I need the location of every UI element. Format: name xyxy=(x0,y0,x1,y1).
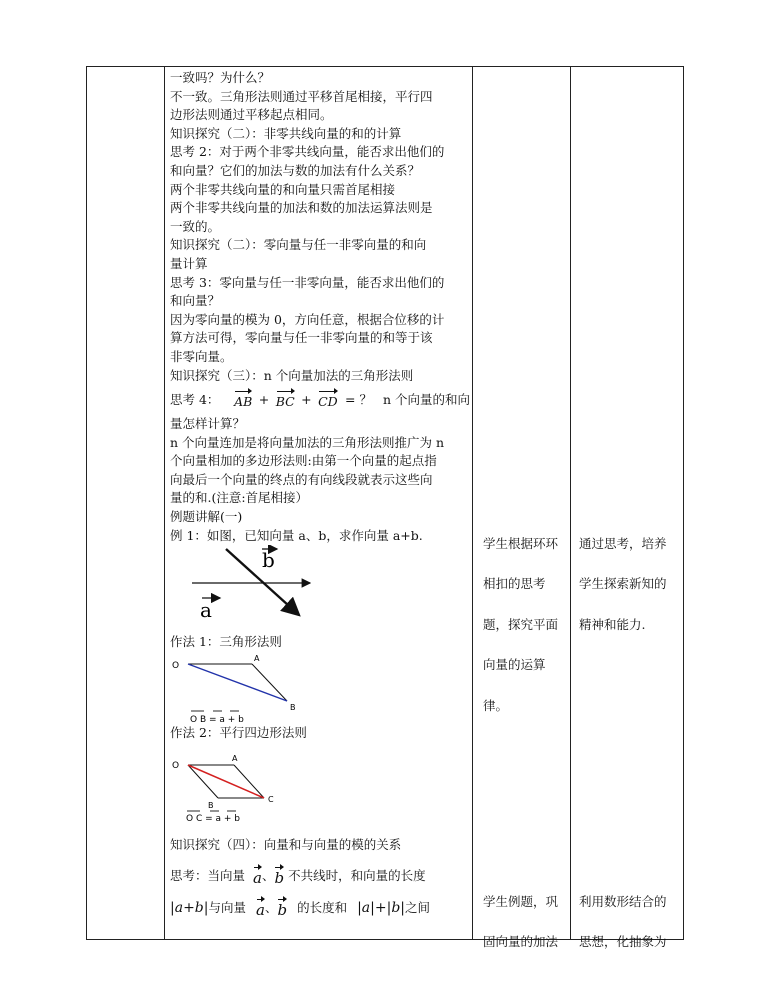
text-line: 个向量相加的多边形法则:由第一个向量的起点指 xyxy=(170,453,437,469)
figure2-equation: O B = a + b xyxy=(190,714,244,724)
text-line: 因为零向量的模为 0，方向任意，根据合位移的计 xyxy=(170,311,445,327)
figure3-equation: O C = a + b xyxy=(186,814,240,825)
between-text: 之间 xyxy=(405,899,431,915)
point-c: C xyxy=(268,795,274,805)
plus-sign: + xyxy=(301,391,312,407)
intent-line: 通过思考，培养 xyxy=(579,535,667,551)
intent-line: 学生探索新知的 xyxy=(579,576,667,591)
method2: 作法 2：平行四边形法则 xyxy=(170,724,307,740)
design-intent-1 xyxy=(579,517,679,651)
text-line: 思考 3：零向量与任一非零向量，能否求出他们的 xyxy=(170,274,445,290)
point-o: O xyxy=(172,660,180,671)
column-divider xyxy=(164,67,165,939)
text-line: 思考 2：对于两个非零共线向量，能否求出他们的 xyxy=(170,144,445,160)
figure-vectors-a-b xyxy=(182,545,332,633)
point-b: B xyxy=(208,801,214,811)
plus-sign: + xyxy=(258,391,270,407)
abs-sum: |a+b| xyxy=(170,899,209,916)
think5-label: 思考：当向量 xyxy=(170,867,246,883)
text-line: 非零向量。 xyxy=(170,348,233,364)
activity-line: 向量的运算 xyxy=(483,657,546,672)
activity-line: 相扣的思考 xyxy=(483,576,546,591)
think4-tail: n 个向量的和向 xyxy=(382,391,471,407)
content-column xyxy=(170,69,470,923)
vector-b: b xyxy=(274,865,284,888)
activity-line: 学生例题，巩 xyxy=(483,893,559,909)
equals-question: = ？ xyxy=(345,391,372,407)
figure-triangle-rule xyxy=(170,652,330,724)
point-o: O xyxy=(172,761,180,772)
activity-line: 学生根据环环 xyxy=(483,535,559,551)
intent-line: 思想，化抽象为 xyxy=(579,934,667,949)
point-a: A xyxy=(232,754,238,764)
design-intent-2 xyxy=(579,875,679,969)
intent-line: 精神和能力. xyxy=(579,616,646,632)
figure-parallelogram-rule xyxy=(170,748,340,826)
text-line: n 个向量连加是将向量加法的三角形法则推广为 n xyxy=(170,434,445,450)
column-divider xyxy=(570,67,571,939)
think5b-line xyxy=(170,893,470,923)
text-line: 两个非零共线向量的加法和数的加法运算法则是 xyxy=(170,200,433,216)
text-line: 算方法可得，零向量与任一非零向量的和等于该 xyxy=(170,330,433,346)
vector-b: b xyxy=(277,897,287,920)
vector-a: a xyxy=(253,865,262,888)
intent-line: 利用数形结合的 xyxy=(579,893,667,909)
student-activity-2 xyxy=(483,875,563,969)
think5-line xyxy=(170,861,470,891)
think4-line xyxy=(170,385,470,415)
vector-cd: CD xyxy=(318,389,338,412)
text-line: 和向量？它们的加法与数的加法有什么关系？ xyxy=(170,162,421,178)
activity-line: 律。 xyxy=(483,697,509,713)
point-a: A xyxy=(254,653,260,663)
student-activity-1 xyxy=(483,517,563,732)
vector-a: a xyxy=(256,897,265,920)
length-sum-text: 的长度和 xyxy=(297,899,348,915)
text-block-b xyxy=(170,415,470,545)
text-line: 向最后一个向量的终点的有向线段就表示这些向 xyxy=(170,471,433,487)
method1: 作法 1：三角形法则 xyxy=(170,634,282,650)
with-vector-text: 与向量 xyxy=(208,899,246,915)
text-line: 边形法则通过平移起点相同。 xyxy=(170,107,333,123)
separator: 、 xyxy=(264,899,278,915)
separator: 、 xyxy=(261,867,275,883)
text-line: 例 1：如图，已知向量 a、b，求作向量 a+b. xyxy=(170,527,423,543)
abs-parts: |a|+|b| xyxy=(357,899,405,916)
activity-line: 题，探究平面 xyxy=(483,616,559,632)
think4-label: 思考 4： xyxy=(170,391,220,407)
text-line: 不一致。三角形法则通过平移首尾相接，平行四 xyxy=(170,88,433,104)
text-line: 一致的。 xyxy=(170,218,221,234)
text-line: 例题讲解(一) xyxy=(170,509,243,525)
text-line: 一致吗？为什么？ xyxy=(170,70,271,85)
label-b: b xyxy=(262,548,275,573)
text-line: 量的和.(注意:首尾相接） xyxy=(170,490,309,506)
activity-line: 固向量的加法 xyxy=(483,934,559,949)
text-line: 量怎样计算？ xyxy=(170,416,246,432)
text-line: 知识探究（二）：非零共线向量的和的计算 xyxy=(170,125,402,141)
label-a: a xyxy=(200,598,212,623)
vector-ab: AB xyxy=(234,389,252,412)
text-line: 两个非零共线向量的和向量只需首尾相接 xyxy=(170,181,396,197)
text-line: 和向量？ xyxy=(170,293,221,309)
column-divider xyxy=(472,67,473,939)
text-line: 知识探究（三）：n 个向量加法的三角形法则 xyxy=(170,367,414,383)
text-line: 知识探究（二）：零向量与任一非零向量的和向 xyxy=(170,237,427,253)
vector-bc: BC xyxy=(276,389,295,412)
text-line: 量计算 xyxy=(170,255,208,271)
think5-tail: 不共线时，和向量的长度 xyxy=(288,867,426,883)
text-block-a xyxy=(170,69,470,385)
point-b: B xyxy=(290,702,296,712)
lesson-table xyxy=(86,66,684,949)
section4-heading: 知识探究（四）：向量和与向量的模的关系 xyxy=(170,837,402,853)
